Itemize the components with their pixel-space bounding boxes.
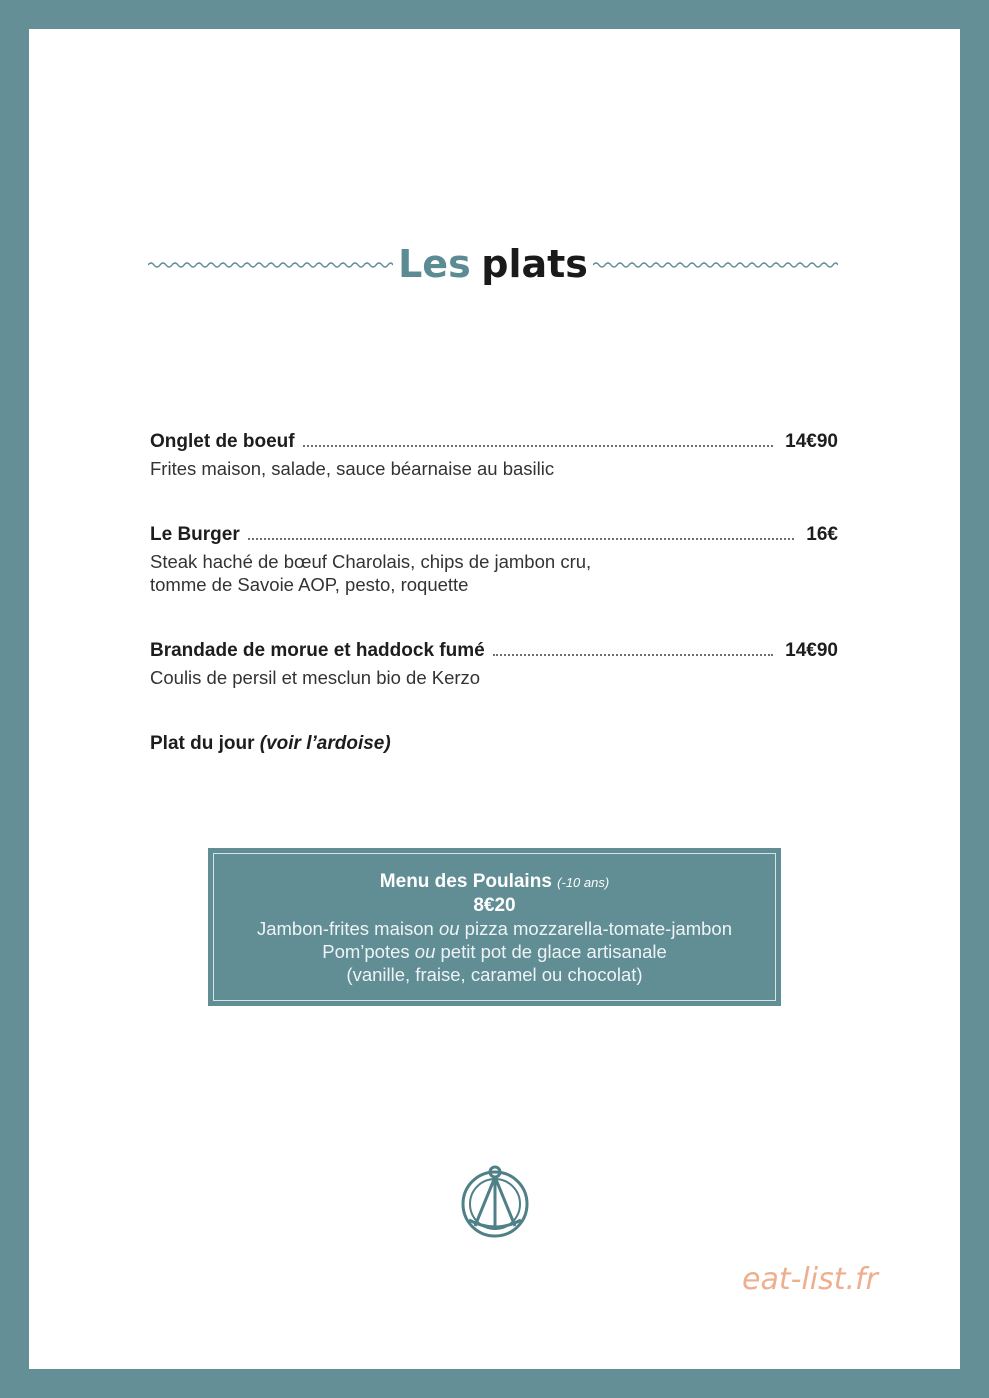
- watermark-text: eat-list.fr: [742, 1262, 878, 1297]
- kids-menu-age: (-10 ans): [557, 875, 610, 890]
- anchor-circle-logo-icon: [457, 1160, 533, 1240]
- dot-leader: [303, 444, 774, 447]
- section-header: [148, 240, 838, 290]
- kids-option: petit pot de glace artisanale: [440, 941, 667, 962]
- dish-price: 16€: [806, 524, 838, 545]
- title-part-les: Les: [398, 242, 471, 286]
- dot-leader: [248, 537, 795, 540]
- plat-du-jour-note: (voir l’ardoise): [259, 733, 391, 754]
- kids-menu-line-3: (vanille, fraise, caramel ou chocolat): [346, 964, 643, 985]
- kids-menu-title: [214, 870, 775, 895]
- wave-divider-right: [593, 260, 838, 270]
- dish-price: 14€90: [785, 431, 838, 452]
- title-part-plats: plats: [481, 242, 588, 286]
- dish-description: Coulis de persil et mesclun bio de Kerzo: [150, 667, 481, 688]
- kids-menu-box: [208, 848, 781, 1006]
- kids-option: pizza mozzarella-tomate-jambon: [464, 918, 733, 939]
- dish-description: Steak haché de bœuf Charolais, chips de jambon cru,: [150, 551, 592, 572]
- dish-header: [150, 524, 838, 550]
- plat-du-jour: [150, 733, 391, 755]
- kids-menu-line-2: [214, 940, 775, 963]
- kids-menu-price: 8€20: [473, 895, 516, 916]
- kids-option: Pom’potes: [322, 941, 410, 962]
- dish-description: Frites maison, salade, sauce béarnaise au basilic: [150, 458, 555, 479]
- kids-or: ou: [414, 941, 436, 962]
- kids-menu-name: Menu des Poulains: [379, 871, 552, 892]
- plat-du-jour-label: Plat du jour: [150, 733, 255, 754]
- dish-item: [150, 640, 838, 689]
- dish-description: tomme de Savoie AOP, pesto, roquette: [150, 574, 469, 595]
- dish-item: [150, 431, 838, 480]
- dish-name: Onglet de boeuf: [150, 431, 295, 452]
- dish-header: [150, 640, 838, 666]
- dot-leader: [493, 653, 773, 656]
- dish-item: [150, 524, 838, 596]
- dish-name: Le Burger: [150, 524, 240, 545]
- kids-option: Jambon-frites maison: [256, 918, 434, 939]
- kids-menu-frame: [213, 853, 776, 1001]
- dish-price: 14€90: [785, 640, 838, 661]
- dish-header: [150, 431, 838, 457]
- kids-menu-line-1: [214, 917, 775, 940]
- dish-name: Brandade de morue et haddock fumé: [150, 640, 485, 661]
- kids-or: ou: [438, 918, 460, 939]
